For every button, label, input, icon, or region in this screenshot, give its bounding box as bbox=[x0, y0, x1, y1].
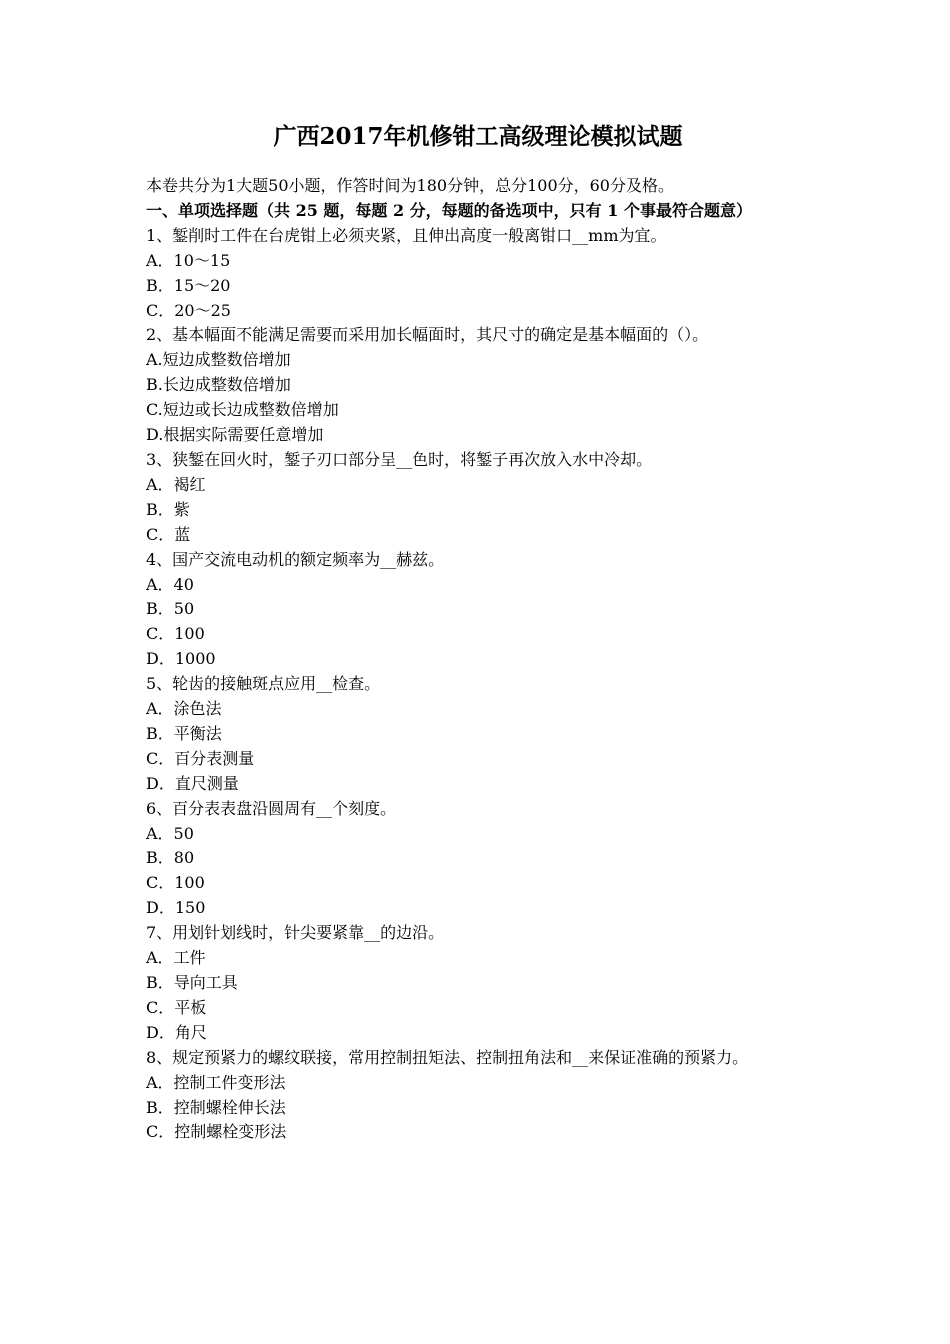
option-list bbox=[146, 473, 810, 548]
question-stem: 3、狭錾在回火时，錾子刃口部分呈__色时，将錾子再次放入水中冷却。 bbox=[146, 449, 653, 469]
option-list bbox=[146, 348, 810, 448]
question-6 bbox=[146, 797, 810, 922]
option-d: D．直尺测量 bbox=[146, 773, 239, 793]
question-2 bbox=[146, 323, 810, 448]
question-stem: 5、轮齿的接触斑点应用__检查。 bbox=[146, 674, 381, 694]
option-list bbox=[146, 822, 810, 922]
question-stem: 7、用划针划线时，针尖要紧靠__的边沿。 bbox=[146, 923, 445, 943]
option-b: B．紫 bbox=[146, 499, 190, 519]
question-8 bbox=[146, 1046, 810, 1146]
question-5 bbox=[146, 672, 810, 797]
option-list bbox=[146, 697, 810, 797]
option-list bbox=[146, 573, 810, 673]
option-b: B.长边成整数倍增加 bbox=[146, 375, 291, 395]
option-c: C.短边或长边成整数倍增加 bbox=[146, 400, 339, 420]
option-a: A．褐红 bbox=[146, 474, 206, 494]
question-stem: 6、百分表表盘沿圆周有__个刻度。 bbox=[146, 798, 397, 818]
option-c: C．蓝 bbox=[146, 524, 191, 544]
option-a: A．10～15 bbox=[146, 250, 231, 270]
question-stem: 1、錾削时工件在台虎钳上必须夹紧，且伸出高度一般离钳口__mm为宜。 bbox=[146, 225, 667, 245]
section-heading: 一、单项选择题（共 25 题，每题 2 分，每题的备选项中，只有 1 个事最符合题意） bbox=[146, 200, 752, 220]
option-list bbox=[146, 249, 810, 324]
option-c: C．100 bbox=[146, 873, 205, 893]
option-b: B．导向工具 bbox=[146, 973, 238, 992]
option-list bbox=[146, 946, 810, 1046]
option-c: C．百分表测量 bbox=[146, 748, 255, 768]
question-4 bbox=[146, 548, 810, 673]
option-list bbox=[146, 1071, 810, 1146]
option-c: C．控制螺栓变形法 bbox=[146, 1122, 287, 1142]
question-1 bbox=[146, 224, 810, 324]
option-c: C．100 bbox=[146, 624, 205, 644]
option-a: A.短边成整数倍增加 bbox=[146, 350, 291, 370]
option-b: B．平衡法 bbox=[146, 723, 222, 743]
question-list bbox=[146, 224, 810, 1146]
option-c: C．20～25 bbox=[146, 300, 231, 320]
option-a: A．控制工件变形法 bbox=[146, 1072, 286, 1092]
option-d: D．150 bbox=[146, 898, 206, 918]
option-a: A．工件 bbox=[146, 948, 206, 968]
option-c: C．平板 bbox=[146, 997, 207, 1017]
option-d: D．1000 bbox=[146, 649, 216, 669]
option-a: A．涂色法 bbox=[146, 699, 222, 719]
question-7 bbox=[146, 921, 810, 1046]
option-b: B．80 bbox=[146, 848, 195, 868]
option-d: D.根据实际需要任意增加 bbox=[146, 425, 324, 445]
option-a: A．50 bbox=[146, 823, 194, 843]
question-3 bbox=[146, 448, 810, 548]
document-content bbox=[146, 120, 810, 1145]
exam-intro: 本卷共分为1大题50小题，作答时间为180分钟，总分100分，60分及格。 bbox=[146, 176, 674, 195]
question-stem: 2、基本幅面不能满足需要而采用加长幅面时，其尺寸的确定是基本幅面的（）。 bbox=[146, 325, 709, 345]
option-b: B．50 bbox=[146, 599, 195, 619]
document-title: 广西2017年机修钳工高级理论模拟试题 bbox=[273, 123, 683, 150]
question-stem: 8、规定预紧力的螺纹联接，常用控制扭矩法、控制扭角法和__来保证准确的预紧力。 bbox=[146, 1047, 749, 1067]
option-b: B．15～20 bbox=[146, 275, 231, 295]
option-a: A．40 bbox=[146, 574, 194, 594]
question-stem: 4、国产交流电动机的额定频率为__赫兹。 bbox=[146, 549, 445, 569]
option-b: B．控制螺栓伸长法 bbox=[146, 1097, 286, 1117]
option-d: D．角尺 bbox=[146, 1022, 207, 1042]
